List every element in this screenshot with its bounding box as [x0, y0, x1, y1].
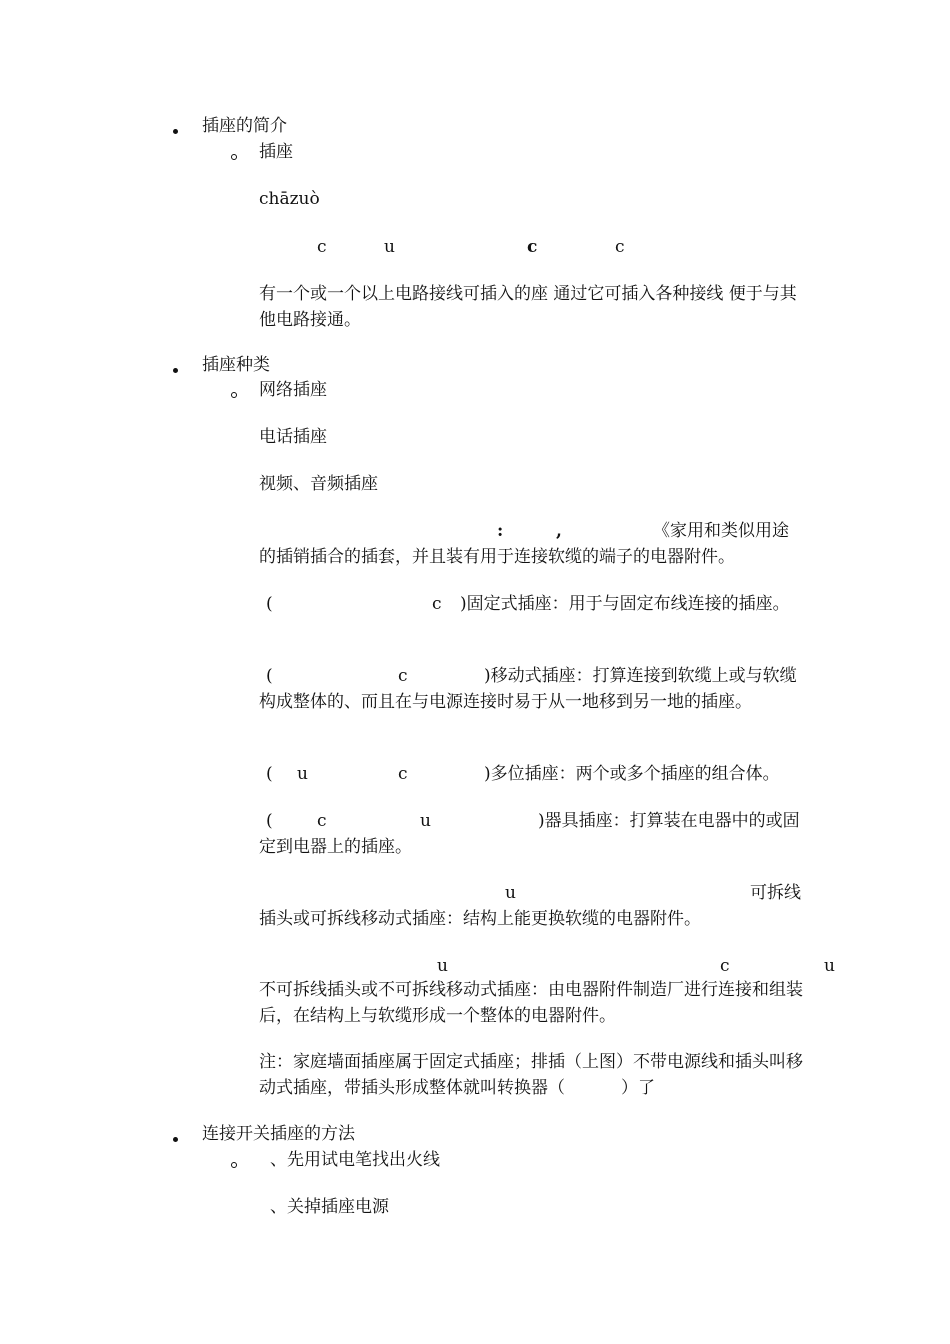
appliance-socket-paragraph: )器具插座：打算装在电器中的或固定到电器上的插座。 — [259, 811, 800, 857]
nonrewirable-fragment-c: c — [720, 956, 730, 976]
section-heading-intro: 插座的简介 — [202, 116, 287, 136]
fragment-u: u — [384, 237, 395, 257]
bullet-dot — [173, 129, 178, 134]
step-1: 、先用试电笔找出火线 — [270, 1150, 440, 1170]
section-heading-types: 插座种类 — [202, 355, 270, 375]
fragment-c-bold: c — [527, 237, 538, 257]
fragment-c: c — [615, 237, 625, 257]
appliance-fragment-c: c — [317, 811, 327, 831]
nonrewirable-fragment-u: u — [437, 956, 448, 976]
item-network-socket: 网络插座 — [259, 380, 327, 400]
sub-bullet-circle — [231, 154, 237, 160]
definition-paragraph: 有一个或一个以上电路接线可插入的座 通过它可插入各种接线 便于与其他电路接通。 — [259, 284, 797, 330]
multi-fragment-u: u — [297, 764, 308, 784]
nonrewirable-fragment-u: u — [824, 956, 835, 976]
step-2: 、关掉插座电源 — [270, 1197, 389, 1217]
multi-fragment-c: c — [398, 764, 408, 784]
mobile-fragment-c: c — [398, 666, 408, 686]
mobile-socket-paragraph: )移动式插座：打算连接到软缆上或与软缆构成整体的、而且在与电源连接时易于从一地移到另一地的插座。 — [259, 666, 797, 712]
item-socket: 插座 — [259, 142, 293, 162]
appliance-fragment-u: u — [420, 811, 431, 831]
bullet-dot — [173, 1137, 178, 1142]
multi-paren: ( — [266, 764, 273, 784]
item-phone-socket: 电话插座 — [259, 427, 327, 447]
rewirable-fragment-u: u — [505, 883, 516, 903]
sub-bullet-circle — [231, 392, 237, 398]
sub-bullet-circle — [231, 1162, 237, 1168]
pinyin-text: chāzuò — [259, 189, 320, 209]
fragment-comma: , — [556, 521, 562, 541]
item-av-socket: 视频、音频插座 — [259, 474, 378, 494]
bullet-dot — [173, 368, 178, 373]
multi-socket-paragraph: )多位插座：两个或多个插座的组合体。 — [484, 764, 780, 784]
standard-title-fragment: 《家用和类似用途 — [653, 521, 789, 541]
fragment-colon: : — [497, 521, 504, 541]
standard-continuation: 的插销插合的插套，并且装有用于连接软缆的端子的电器附件。 — [259, 547, 735, 567]
rewirable-title-fragment: 可拆线 — [750, 883, 801, 903]
mobile-paren: ( — [266, 666, 273, 686]
appliance-paren: ( — [266, 811, 273, 831]
section-heading-wiring: 连接开关插座的方法 — [202, 1124, 355, 1144]
nonrewirable-paragraph: 不可拆线插头或不可拆线移动式插座：由电器附件制造厂进行连接和组装后，在结构上与软缆形成一个整体的电器附件。 — [259, 980, 803, 1026]
note-end: ）了 — [621, 1078, 655, 1098]
note-paragraph — [259, 1049, 809, 1101]
fragment-c: c — [317, 237, 327, 257]
fixed-fragment-c: c — [432, 594, 442, 614]
fixed-socket-paragraph: )固定式插座：用于与固定布线连接的插座。 — [460, 594, 790, 614]
rewirable-continuation: 插头或可拆线移动式插座：结构上能更换软缆的电器附件。 — [259, 909, 701, 929]
note-text: 注：家庭墙面插座属于固定式插座；排插（上图）不带电源线和插头叫移动式插座，带插头形成整体就叫转换器（ — [259, 1052, 803, 1098]
fixed-paren: ( — [266, 594, 273, 614]
